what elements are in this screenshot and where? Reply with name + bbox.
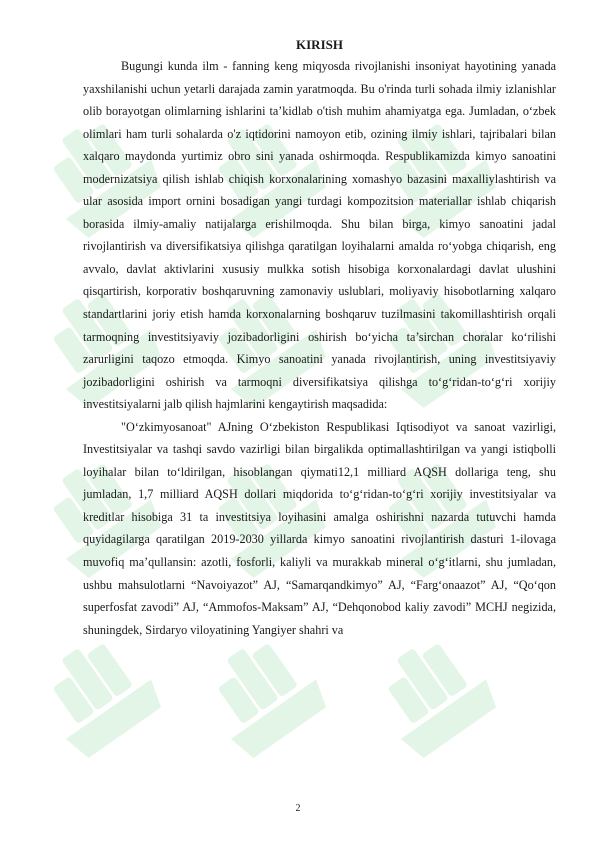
document-body	[83, 36, 556, 641]
paragraph-1: Bugungi kunda ilm - fanning keng miqyosda rivojlanishi insoniyat hayotining yanada yaxshilanishi uchun yetarli darajada zamin yaratmoqda. Bu o'rinda turli sohada ilmiy izlanishlar olib borayotgan olimlarning ishlarini ta’kidlab o'tish muhim ahamiyatga ega. Jumladan, o‘zbek olimlari ham turli sohalarda o'z iqtidorini namoyon etib, ozining ilmiy ishlari, tajribalari bilan xalqaro maydonda yurtimiz obro sini yanada oshirmoqda. Respublikamizda kimyo sanoatini modernizatsiya qilish ishlab chiqish korxonalarining xomashyo bazasini maxalliylashtirish va ular asosida import ornini bosadigan yangi turdagi kompozitsion materiallar ishlab chiqarish borasida ilmiy-amaliy natijalarga erishilmoqda. Shu bilan birga, kimyo sanoatini jadal rivojlantirish va diversifikatsiya qilishga qaratilgan loyihalarni amalda ro‘yobga chiqarish, eng avvalo, davlat aktivlarini xususiy mulkka sotish hisobiga korxonalardagi davlat ulushini qisqartirish, korporativ boshqaruvning zamonaviy uslublari, moliyaviy hisobotlarning xalqaro standartlarini joriy etish hamda korxonalarning boshqaruv tuzilmasini takomillashtirish orqali tarmoqning investitsiyaviy jozibadorligini oshirish bo‘yicha ta’sirchan choralar ko‘rilishi zarurligini taqozo etmoqda. Kimyo sanoatini yanada rivojlantirish, uning investitsiyaviy jozibadorligini oshirish va tarmoqni diversifikatsiya qilishga to‘g‘ridan-to‘g‘ri xorijiy investitsiyalarni jalb qilish hajmlarini kengaytirish maqsadida:	[83, 59, 556, 412]
page-number: 2	[295, 803, 301, 814]
document-title: KIRISH	[296, 37, 343, 52]
watermark-11	[192, 624, 332, 762]
watermark-12	[362, 624, 502, 762]
paragraph-2: "O‘zkimyosanoat" AJning O‘zbekiston Respublikasi Iqtisodiyot va sanoat vazirligi, Investitsiyalar va tashqi savdo vazirligi bilan birgalikda optimallashtirilgan va yangi istiqbolli loyihalar bilan to‘ldirilgan, hisoblangan qiymati12,1 milliard AQSH dollariga teng, shu jumladan, 1,7 milliard AQSH dollari miqdorida to‘g‘ridan-to‘g‘ri xorijiy investitsiyalar va kreditlar hisobiga 31 ta investitsiya loyihasini amalga oshirishni nazarda tutuvchi hamda quyidagilarga qaratilgan 2019-2030 yillarda kimyo sanoatini rivojlantirish dasturi 1-ilovaga muvofiq ma’qullansin: azotli, fosforli, kaliyli va murakkab mineral o‘g‘itlarni, shu jumladan, ushbu mahsulotlarni “Navoiyazot” AJ, “Samarqandkimyo” AJ, “Farg‘onaazot” AJ, “Qo‘qon superfosfat zavodi” AJ, “Ammofos-Maksam” AJ, “Dehqonobod kaliy zavodi” MCHJ negizida, shuningdek, Sirdaryo viloyatining Yangiyer shahri va	[83, 419, 556, 637]
watermark-10	[27, 624, 167, 762]
